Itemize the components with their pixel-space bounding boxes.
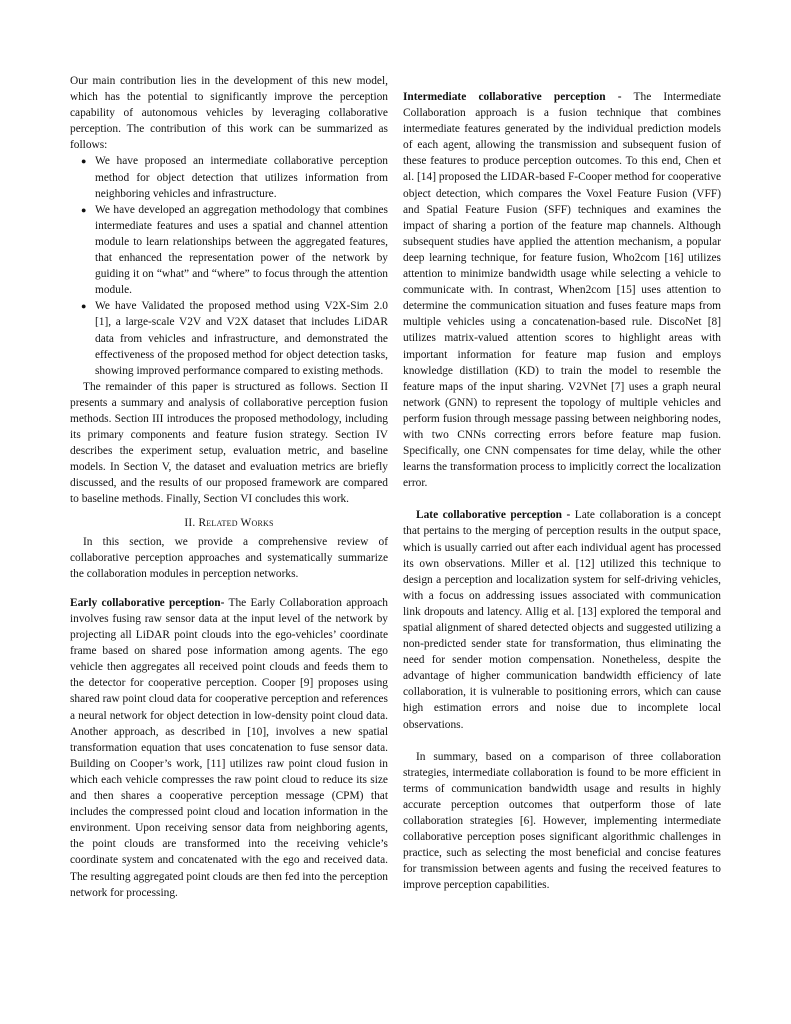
contribution-text: We have proposed an intermediate collaborative perception method for object detection that utilizes information from neighboring vehicles and infrastructure. — [95, 155, 388, 200]
early-collaboration-body: The Early Collaboration approach involves fusing raw sensor data at the input level of the network by projecting all LiDAR point clouds into the ego-vehicles’ coordinate frame based on shared pose information among agents. The ego vehicle then aggregates all received point clouds and feeds them to the detector for cooperative perception. Cooper [9] proposes using shared raw point cloud data for cooperative perception and references a neural network for object detection in low-density point cloud data. Another approach, as described in [10], involves a new spatial transformation equation that uses concatenation to fuse sensor data. Building on Cooper’s work, [11] utilizes raw point cloud fusion in which each vehicle compresses the raw point cloud to reduce its size and then shares a cooperative perception message (CPM) that includes the compressed point cloud and location information in the environment. Upon receiving sensor data from neighboring agents, the point clouds are transformed into the receiving vehicle’s coordinate system and concatenated with the ego and received data. The resulting aggregated point clouds are then fed into the perception network for processing. — [70, 596, 388, 899]
early-collaboration-heading: Early collaborative perception- — [70, 596, 225, 609]
paragraph-gap — [403, 491, 721, 507]
left-column — [70, 73, 388, 901]
bullet-icon: ● — [81, 301, 87, 312]
bullet-icon: ● — [81, 204, 87, 215]
late-collaboration-paragraph — [403, 507, 721, 732]
contribution-text: We have Validated the proposed method using V2X-Sim 2.0 [1], a large-scale V2V and V2X dataset that includes LiDAR data from vehicles and infrastructure, and demonstrated the effectiveness of the proposed method for object detection tasks, showing improved performance compared to existing methods. — [95, 300, 388, 377]
list-item — [81, 298, 388, 378]
contributions-list — [70, 153, 388, 378]
list-item — [81, 153, 388, 201]
intermediate-collaboration-heading: Intermediate collaborative perception - — [403, 91, 622, 103]
paragraph-gap — [70, 582, 388, 595]
summary-paragraph: In summary, based on a comparison of three collaboration strategies, intermediate collaboration is found to be more efficient in terms of communication bandwidth usage and results in highly accurate perception outcomes that outperform those of late collaboration strategies [6]. However, implementing intermediate collaborative perception poses significant algorithmic challenges in practice, such as selecting the most beneficial and concise features for transmission between agents and fusing the received features to improve perception capabilities. — [403, 750, 721, 892]
late-collaboration-heading: Late collaborative perception - — [416, 509, 571, 522]
intermediate-collaboration-body: The Intermediate Collaboration approach is a fusion technique that combines intermediate features generated by the individual prediction models of each agent, allowing the transmission and subsequent fusion of these features to produce perception outcomes. To this end, Chen et al. [14] proposed the LIDAR-based F-Cooper method for cooperative object detection, which compares the Voxel Feature Fusion (VFF) and Spatial Feature Fusion (SFF) techniques and examines the impact of sharing a portion of the feature map channels. Although subsequent studies have applied the attention mechanism, a popular deep learning technique, for feature fusion, Who2com [16] utilizes attention to minimize bandwidth usage while selecting a vehicle to communicate with. In contrast, When2com [15] uses attention to determine the communication situation and fuses feature maps from multiple vehicles using a concatenation-based rule. DiscoNet [8] utilizes matrix-valued attention scores to highlight areas with important information for feature map fusion and employs knowledge distillation (KD) to train the model to resemble the feature maps of the input sharing. V2VNet [7] uses a graph neural network (GNN) to represent the topology of multiple vehicles and perform fusion through message passing between neighboring nodes, with two CNNs correcting errors before feature map fusion. Specifically, one CNN compensates for time delay, while the other learns the transformation process to implicitly correct the localization error. — [403, 91, 721, 490]
contribution-text: We have developed an aggregation methodology that combines intermediate features and uses a spatial and channel attention module to learn relationships between the aggregated features, that enhanced the representation power of the network by guiding it on “what” and “where” to focus through the attention module. — [95, 203, 388, 297]
top-gap — [403, 73, 721, 89]
intermediate-collaboration-paragraph — [403, 89, 721, 491]
list-item — [81, 202, 388, 299]
right-column — [403, 73, 721, 894]
early-collaboration-paragraph — [70, 595, 388, 901]
related-intro-paragraph: In this section, we provide a comprehensive review of collaborative perception approaches and systematically summarize the collaboration modules in perception networks. — [70, 535, 388, 580]
intro-paragraph: Our main contribution lies in the development of this new model, which has the potential to significantly improve the perception capability of autonomous vehicles by leveraging collaborative perception. The contribution of this work can be summarized as follows: — [70, 75, 388, 152]
late-collaboration-body: Late collaboration is a concept that pertains to the merging of perception results in the output space, which is usually carried out after each individual agent has processed its own observations. Miller et al. [12] utilized this technique to design a perception and localization system for self-driving vehicles, with a focus on addressing issues associated with communication link dropouts and latency. Allig et al. [13] explored the temporal and spatial alignment of shared detected objects and suggested utilizing a non-predicted sender state for transformation, thus eliminating the need for sender motion compensation. Nonetheless, despite the advantage of higher communication bandwidth efficiency of late collaboration, it is vulnerable to positioning errors, which can cause high estimation errors and noise due to incomplete local observations. — [403, 509, 722, 731]
section-heading — [70, 515, 388, 531]
section-number: II. — [184, 516, 196, 529]
paragraph-gap — [403, 733, 721, 749]
section-title: Related Works — [198, 516, 274, 529]
remainder-paragraph: The remainder of this paper is structured as follows. Section II presents a summary and analysis of collaborative perception fusion methods. Section III introduces the proposed methodology, including its primary components and feature fusion strategy. Section IV describes the experiment setup, evaluation metric, and baseline models. In Section V, the dataset and evaluation metrics are briefly discussed, and the results of our proposed framework are compared to baseline methods. Finally, Section VI concludes this work. — [70, 380, 388, 506]
bullet-icon: ● — [81, 156, 87, 167]
